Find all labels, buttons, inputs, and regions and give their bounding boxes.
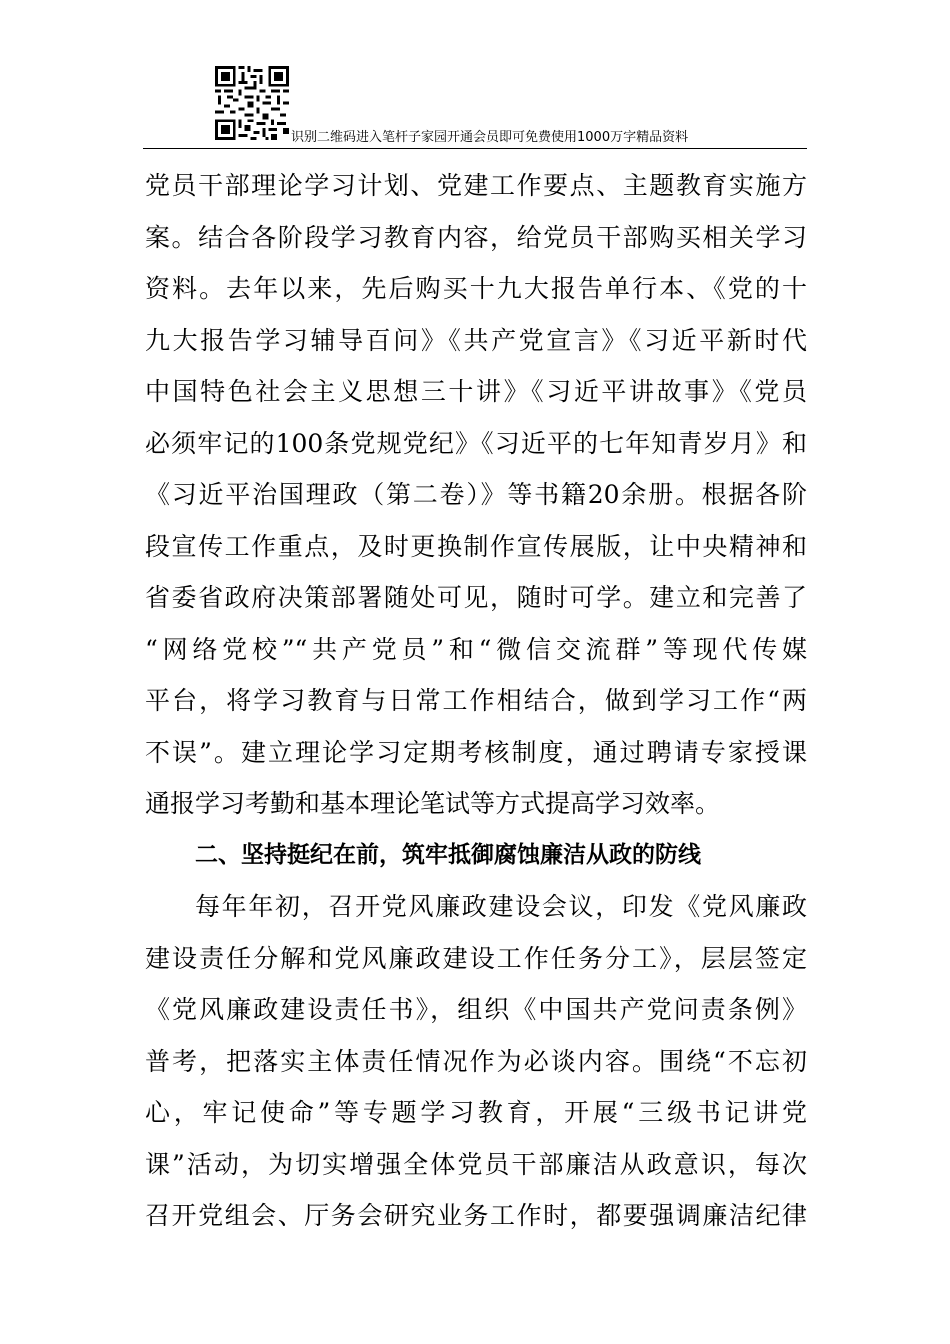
page-header (143, 66, 807, 152)
text-line: 必须牢记的100条党规党纪》《习近平的七年知青岁月》和 (145, 428, 807, 458)
text-line: 每年年初，召开党风廉政建设会议，印发《党风廉政 (195, 892, 807, 921)
section-heading: 二、坚持挺纪在前，筑牢抵御腐蚀廉洁从政的防线 (195, 841, 701, 868)
text-line: 课”活动，为切实增强全体党员干部廉洁从政意识，每次 (145, 1149, 807, 1179)
qr-code-icon (215, 66, 289, 140)
text-line: 九大报告学习辅导百问》《共产党宣言》《习近平新时代 (145, 325, 807, 355)
text-line: 段宣传工作重点，及时更换制作宣传展版，让中央精神和 (145, 531, 807, 561)
header-promo-text: 识别二维码进入笔杆子家园开通会员即可免费使用1000万字精品资料 (291, 130, 689, 145)
document-body (145, 160, 807, 1242)
text-line: 党员干部理论学习计划、党建工作要点、主题教育实施方 (145, 171, 807, 200)
text-line: 资料。去年以来，先后购买十九大报告单行本、《党的十 (145, 274, 807, 303)
text-line: 《党风廉政建设责任书》，组织《中国共产党问责条例》 (145, 995, 807, 1024)
text-line: 中国特色社会主义思想三十讲》《习近平讲故事》《党员 (145, 377, 807, 406)
text-line: 平台，将学习教育与日常工作相结合，做到学习工作“两 (145, 686, 807, 715)
header-divider (143, 148, 807, 149)
text-line: 《习近平治国理政（第二卷）》等书籍20余册。根据各阶 (145, 480, 807, 509)
text-line: 建设责任分解和党风廉政建设工作任务分工》，层层签定 (145, 943, 807, 973)
paragraph-2 (145, 881, 807, 1242)
paragraph-1 (145, 160, 807, 830)
text-line: 不误”。建立理论学习定期考核制度，通过聘请专家授课 (145, 737, 807, 767)
text-line: 通报学习考勤和基本理论笔试等方式提高学习效率。 (145, 789, 721, 818)
text-line: 普考，把落实主体责任情况作为必谈内容。围绕“不忘初 (145, 1046, 807, 1076)
text-line: 召开党组会、厅务会研究业务工作时，都要强调廉洁纪律 (145, 1201, 807, 1230)
text-line: 案。结合各阶段学习教育内容，给党员干部购买相关学习 (145, 222, 807, 252)
text-line: 省委省政府决策部署随处可见，随时可学。建立和完善了 (145, 583, 807, 612)
text-line: “网络党校”“共产党员”和“微信交流群”等现代传媒 (145, 634, 807, 664)
text-line: 心，牢记使命”等专题学习教育，开展“三级书记讲党 (145, 1098, 807, 1127)
